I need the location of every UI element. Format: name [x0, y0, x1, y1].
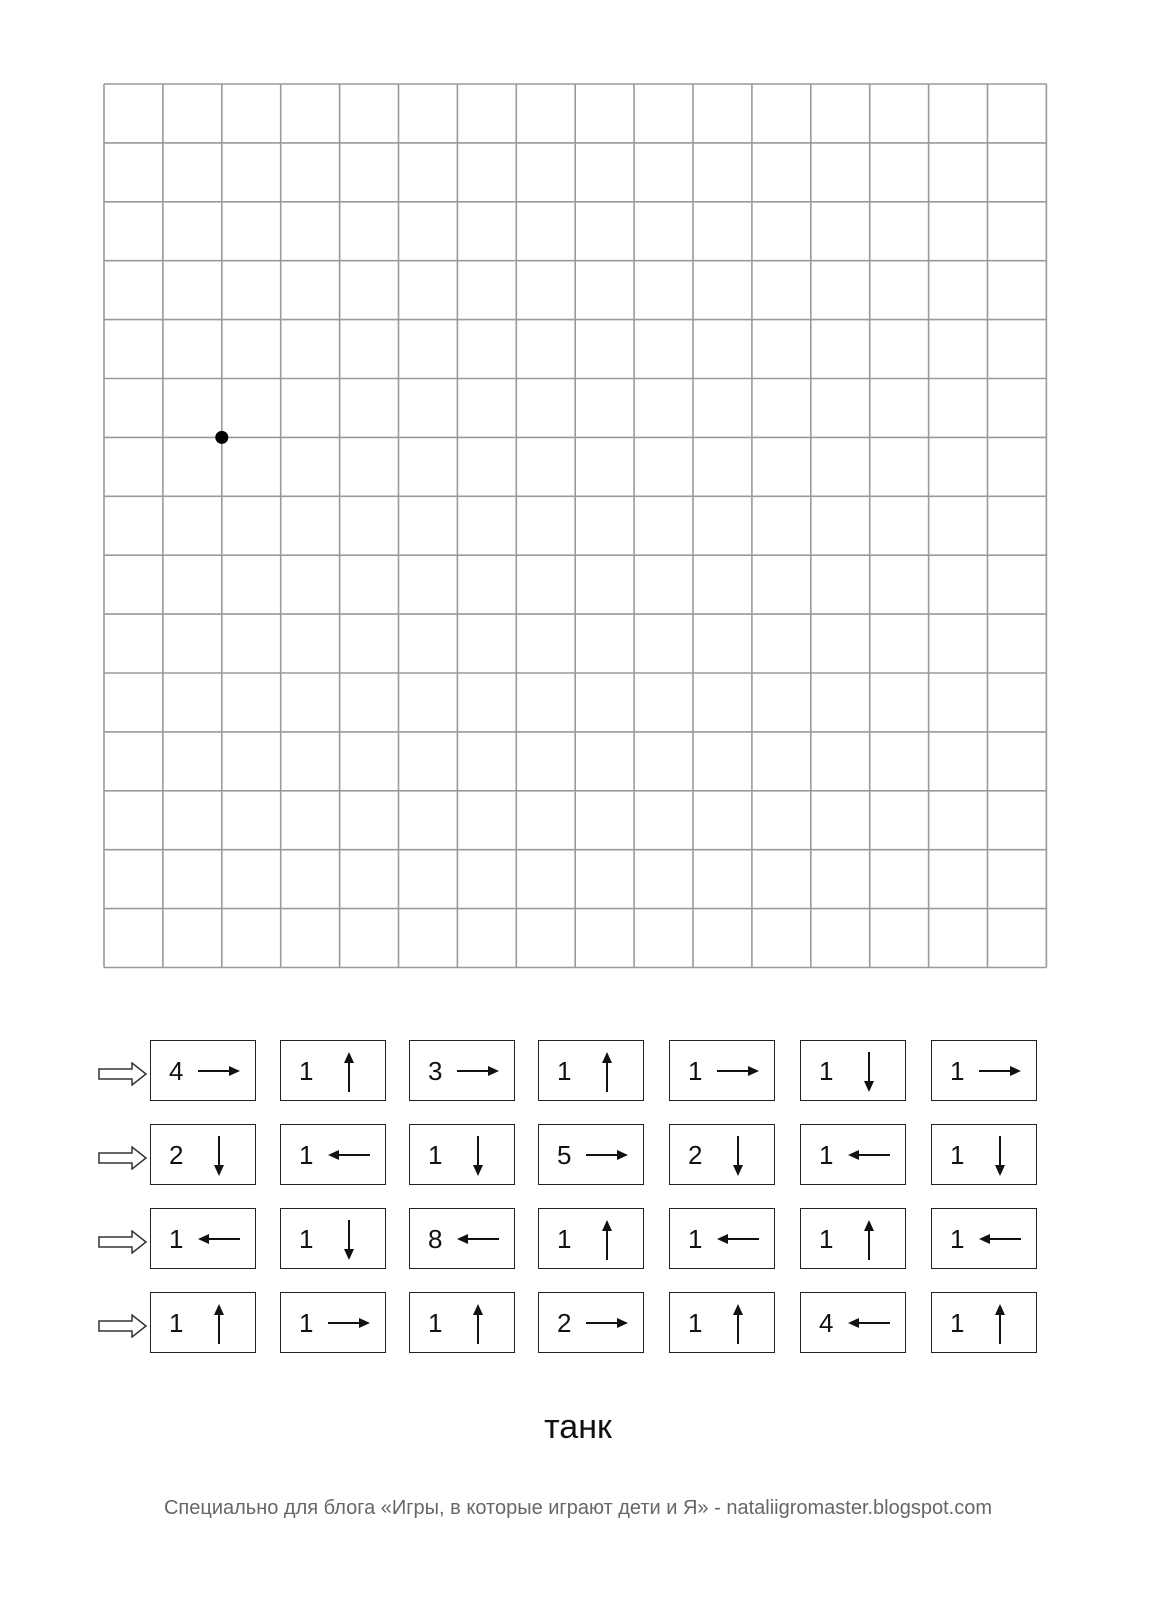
step-count: 1	[950, 1308, 965, 1338]
arrow-up-icon	[992, 1303, 1008, 1345]
arrow-right-icon	[716, 1063, 760, 1079]
instruction-step	[150, 1208, 256, 1269]
arrow-left-icon	[847, 1147, 891, 1163]
arrow-down-icon	[992, 1135, 1008, 1177]
instruction-step	[800, 1292, 906, 1353]
instruction-step	[800, 1124, 906, 1185]
step-count: 8	[428, 1224, 443, 1254]
arrow-left-icon	[978, 1231, 1022, 1247]
arrow-down-icon	[211, 1135, 227, 1177]
arrow-up-icon	[861, 1219, 877, 1261]
arrow-down-icon	[730, 1135, 746, 1177]
instruction-step	[669, 1040, 775, 1101]
instruction-step	[150, 1292, 256, 1353]
step-count: 1	[299, 1224, 314, 1254]
footer-credit: Специально для блога «Игры, в которые играют дети и Я» - nataliigromaster.blogspot.com	[163, 1497, 993, 1519]
arrow-left-icon	[327, 1147, 371, 1163]
arrow-up-icon	[211, 1303, 227, 1345]
start-point-dot	[215, 431, 228, 444]
instruction-step	[409, 1040, 515, 1101]
step-count: 4	[819, 1308, 834, 1338]
instruction-step	[669, 1292, 775, 1353]
arrow-right-icon	[585, 1147, 629, 1163]
instruction-step	[150, 1040, 256, 1101]
instruction-step	[409, 1124, 515, 1185]
arrow-up-icon	[470, 1303, 486, 1345]
step-count: 1	[688, 1056, 703, 1086]
arrow-left-icon	[456, 1231, 500, 1247]
instruction-step	[669, 1208, 775, 1269]
step-count: 1	[428, 1308, 443, 1338]
step-count: 2	[169, 1140, 184, 1170]
step-count: 3	[428, 1056, 443, 1086]
step-count: 1	[950, 1140, 965, 1170]
step-count: 1	[950, 1224, 965, 1254]
row-pointer-arrow-icon	[98, 1230, 148, 1254]
arrow-up-icon	[341, 1051, 357, 1093]
step-count: 1	[299, 1308, 314, 1338]
instruction-step	[409, 1292, 515, 1353]
step-count: 1	[688, 1308, 703, 1338]
arrow-right-icon	[197, 1063, 241, 1079]
row-pointer-arrow-icon	[98, 1314, 148, 1338]
step-count: 1	[299, 1056, 314, 1086]
step-count: 1	[299, 1140, 314, 1170]
row-pointer-arrow-icon	[98, 1062, 148, 1086]
instruction-step	[280, 1040, 386, 1101]
arrow-up-icon	[599, 1219, 615, 1261]
arrow-left-icon	[197, 1231, 241, 1247]
arrow-right-icon	[456, 1063, 500, 1079]
arrow-left-icon	[716, 1231, 760, 1247]
step-count: 1	[169, 1308, 184, 1338]
instruction-step	[931, 1040, 1037, 1101]
step-count: 1	[819, 1140, 834, 1170]
arrow-up-icon	[599, 1051, 615, 1093]
instruction-step	[538, 1124, 644, 1185]
step-count: 1	[819, 1224, 834, 1254]
arrow-right-icon	[978, 1063, 1022, 1079]
instruction-step	[538, 1208, 644, 1269]
arrow-left-icon	[847, 1315, 891, 1331]
instruction-step	[931, 1292, 1037, 1353]
step-count: 4	[169, 1056, 184, 1086]
instruction-step	[538, 1040, 644, 1101]
arrow-right-icon	[327, 1315, 371, 1331]
instruction-step	[931, 1208, 1037, 1269]
step-count: 1	[557, 1224, 572, 1254]
instruction-step	[150, 1124, 256, 1185]
instruction-step	[280, 1292, 386, 1353]
step-count: 1	[950, 1056, 965, 1086]
instruction-step	[409, 1208, 515, 1269]
grid-lines	[104, 84, 1046, 968]
step-count: 2	[557, 1308, 572, 1338]
step-count: 1	[688, 1224, 703, 1254]
row-pointer-arrow-icon	[98, 1146, 148, 1170]
step-count: 1	[428, 1140, 443, 1170]
instruction-step	[280, 1208, 386, 1269]
instruction-step	[800, 1208, 906, 1269]
arrow-down-icon	[861, 1051, 877, 1093]
instruction-step	[280, 1124, 386, 1185]
arrow-down-icon	[470, 1135, 486, 1177]
instruction-step	[538, 1292, 644, 1353]
worksheet-title: танк	[544, 1408, 612, 1446]
step-count: 1	[557, 1056, 572, 1086]
step-count: 5	[557, 1140, 572, 1170]
arrow-up-icon	[730, 1303, 746, 1345]
arrow-right-icon	[585, 1315, 629, 1331]
step-count: 1	[819, 1056, 834, 1086]
instruction-step	[800, 1040, 906, 1101]
step-count: 1	[169, 1224, 184, 1254]
arrow-down-icon	[341, 1219, 357, 1261]
instruction-step	[669, 1124, 775, 1185]
step-count: 2	[688, 1140, 703, 1170]
instruction-step	[931, 1124, 1037, 1185]
